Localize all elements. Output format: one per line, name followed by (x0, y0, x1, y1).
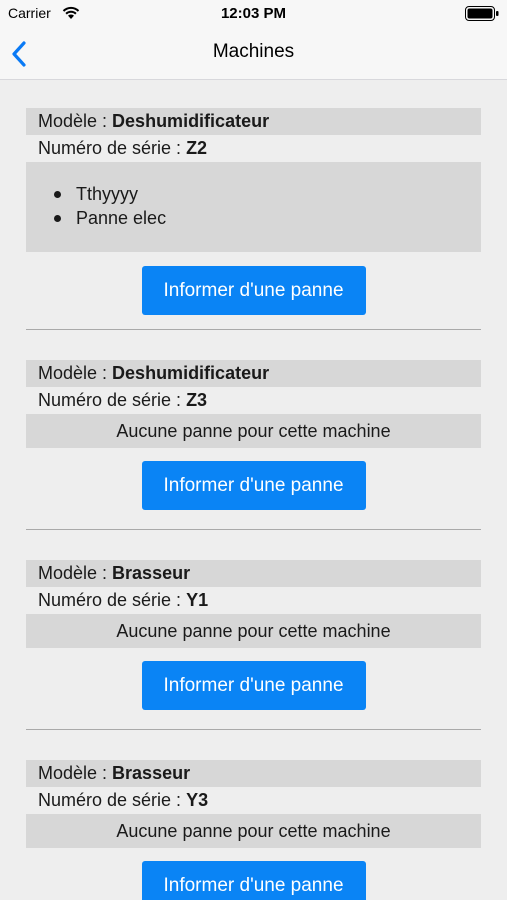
model-label: Modèle : (38, 563, 113, 583)
model-label: Modèle : (38, 363, 113, 383)
report-failure-button[interactable]: Informer d'une panne (142, 861, 366, 900)
machine-card (0, 530, 507, 729)
page-title: Machines (212, 41, 295, 62)
serial-label: Numéro de série : (38, 138, 187, 158)
failure-item (52, 182, 481, 206)
report-failure-button[interactable]: Informer d'une panne (142, 661, 366, 710)
carrier-label: Carrier (8, 5, 51, 21)
no-failure-message: Aucune panne pour cette machine (26, 814, 481, 848)
serial-label: Numéro de série : (38, 790, 187, 810)
serial-row (26, 587, 481, 614)
report-failure-button[interactable]: Informer d'une panne (142, 461, 366, 510)
model-label: Modèle : (38, 763, 113, 783)
serial-value: Z3 (186, 390, 208, 410)
bullet-icon (54, 215, 61, 222)
machine-card (0, 330, 507, 529)
no-failure-message: Aucune panne pour cette machine (26, 414, 481, 448)
model-value: Brasseur (112, 563, 191, 583)
status-bar (0, 0, 507, 28)
bullet-icon (54, 191, 61, 198)
no-failure-message: Aucune panne pour cette machine (26, 614, 481, 648)
machine-list[interactable] (0, 80, 507, 900)
clock: 12:03 PM (220, 5, 287, 22)
serial-row (26, 135, 481, 162)
model-value: Deshumidificateur (112, 111, 270, 131)
serial-label: Numéro de série : (38, 590, 187, 610)
model-row (26, 760, 481, 787)
model-row (26, 560, 481, 587)
model-row (26, 108, 481, 135)
model-value: Brasseur (112, 763, 191, 783)
failure-list (26, 162, 481, 252)
navigation-bar (0, 28, 507, 80)
failure-text: Tthyyyy (76, 184, 139, 204)
report-failure-button[interactable]: Informer d'une panne (142, 266, 366, 315)
model-row (26, 360, 481, 387)
serial-label: Numéro de série : (38, 390, 187, 410)
serial-value: Y3 (186, 790, 209, 810)
serial-row (26, 387, 481, 414)
machine-card (0, 730, 507, 900)
failure-item (52, 206, 481, 230)
model-value: Deshumidificateur (112, 363, 270, 383)
serial-row (26, 787, 481, 814)
model-label: Modèle : (38, 111, 113, 131)
machine-card (0, 80, 507, 329)
serial-value: Z2 (186, 138, 208, 158)
failure-text: Panne elec (76, 208, 167, 228)
serial-value: Y1 (186, 590, 209, 610)
battery-icon (465, 6, 499, 21)
